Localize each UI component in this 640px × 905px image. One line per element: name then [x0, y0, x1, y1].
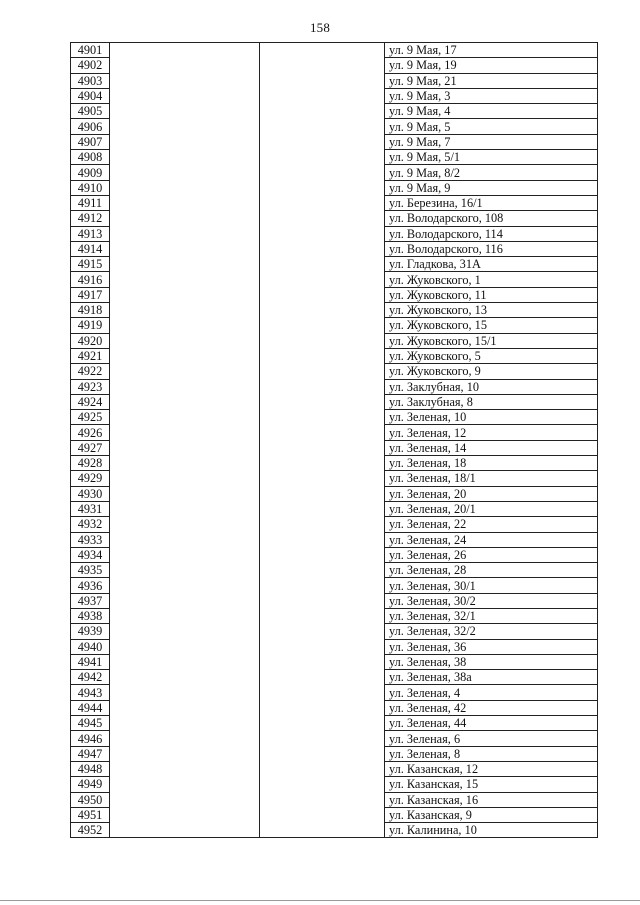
empty-cell [110, 88, 260, 103]
table-row [71, 654, 598, 669]
row-number-cell: 4942 [71, 670, 110, 685]
table-row [71, 486, 598, 501]
address-cell: ул. Зеленая, 18/1 [385, 471, 598, 486]
empty-cell [260, 807, 385, 822]
row-number-cell: 4901 [71, 43, 110, 58]
address-cell: ул. Жуковского, 5 [385, 348, 598, 363]
empty-cell [110, 654, 260, 669]
address-cell: ул. Зеленая, 20 [385, 486, 598, 501]
table-row [71, 425, 598, 440]
table-row [71, 731, 598, 746]
table-row [71, 394, 598, 409]
empty-cell [110, 777, 260, 792]
row-number-cell: 4902 [71, 58, 110, 73]
row-number-cell: 4908 [71, 150, 110, 165]
empty-cell [260, 226, 385, 241]
address-cell: ул. Зеленая, 36 [385, 639, 598, 654]
table-row [71, 150, 598, 165]
empty-cell [110, 532, 260, 547]
address-cell: ул. Зеленая, 32/1 [385, 608, 598, 623]
empty-cell [260, 547, 385, 562]
empty-cell [260, 241, 385, 256]
scan-edge-line [0, 900, 640, 901]
empty-cell [260, 532, 385, 547]
table-row [71, 716, 598, 731]
row-number-cell: 4925 [71, 410, 110, 425]
empty-cell [260, 394, 385, 409]
empty-cell [110, 364, 260, 379]
address-table-body [71, 43, 598, 838]
table-row [71, 746, 598, 761]
address-cell: ул. Зеленая, 24 [385, 532, 598, 547]
empty-cell [110, 716, 260, 731]
empty-cell [260, 685, 385, 700]
table-row [71, 272, 598, 287]
address-cell: ул. Жуковского, 11 [385, 287, 598, 302]
address-cell: ул. Гладкова, 31А [385, 257, 598, 272]
address-cell: ул. 9 Мая, 3 [385, 88, 598, 103]
empty-cell [260, 746, 385, 761]
empty-cell [110, 624, 260, 639]
table-row [71, 119, 598, 134]
empty-cell [110, 639, 260, 654]
empty-cell [260, 195, 385, 210]
empty-cell [260, 333, 385, 348]
row-number-cell: 4919 [71, 318, 110, 333]
empty-cell [110, 104, 260, 119]
table-row [71, 578, 598, 593]
empty-cell [110, 471, 260, 486]
row-number-cell: 4906 [71, 119, 110, 134]
address-cell: ул. Березина, 16/1 [385, 195, 598, 210]
address-cell: ул. Зеленая, 12 [385, 425, 598, 440]
address-cell: ул. Зеленая, 6 [385, 731, 598, 746]
address-cell: ул. Володарского, 114 [385, 226, 598, 241]
empty-cell [260, 150, 385, 165]
empty-cell [260, 348, 385, 363]
row-number-cell: 4918 [71, 303, 110, 318]
empty-cell [260, 456, 385, 471]
empty-cell [110, 43, 260, 58]
row-number-cell: 4905 [71, 104, 110, 119]
row-number-cell: 4946 [71, 731, 110, 746]
row-number-cell: 4914 [71, 241, 110, 256]
address-cell: ул. Зеленая, 30/1 [385, 578, 598, 593]
address-cell: ул. Зеленая, 10 [385, 410, 598, 425]
empty-cell [260, 777, 385, 792]
row-number-cell: 4924 [71, 394, 110, 409]
empty-cell [260, 670, 385, 685]
empty-cell [110, 241, 260, 256]
address-cell: ул. Калинина, 10 [385, 823, 598, 838]
address-cell: ул. Зеленая, 32/2 [385, 624, 598, 639]
empty-cell [110, 547, 260, 562]
table-row [71, 333, 598, 348]
empty-cell [260, 211, 385, 226]
table-row [71, 303, 598, 318]
empty-cell [110, 180, 260, 195]
address-cell: ул. 9 Мая, 5/1 [385, 150, 598, 165]
empty-cell [260, 58, 385, 73]
empty-cell [110, 517, 260, 532]
row-number-cell: 4935 [71, 563, 110, 578]
empty-cell [260, 318, 385, 333]
table-row [71, 685, 598, 700]
empty-cell [260, 792, 385, 807]
empty-cell [110, 257, 260, 272]
row-number-cell: 4936 [71, 578, 110, 593]
table-row [71, 180, 598, 195]
empty-cell [260, 700, 385, 715]
empty-cell [260, 165, 385, 180]
table-row [71, 440, 598, 455]
empty-cell [260, 471, 385, 486]
table-row [71, 165, 598, 180]
empty-cell [110, 578, 260, 593]
empty-cell [110, 807, 260, 822]
address-cell: ул. Зеленая, 44 [385, 716, 598, 731]
empty-cell [260, 73, 385, 88]
row-number-cell: 4912 [71, 211, 110, 226]
row-number-cell: 4952 [71, 823, 110, 838]
row-number-cell: 4943 [71, 685, 110, 700]
empty-cell [110, 195, 260, 210]
address-cell: ул. Зеленая, 38а [385, 670, 598, 685]
empty-cell [260, 364, 385, 379]
address-cell: ул. Казанская, 9 [385, 807, 598, 822]
empty-cell [260, 578, 385, 593]
empty-cell [260, 563, 385, 578]
empty-cell [110, 150, 260, 165]
row-number-cell: 4904 [71, 88, 110, 103]
table-row [71, 318, 598, 333]
row-number-cell: 4910 [71, 180, 110, 195]
page-number: 158 [309, 20, 331, 35]
address-cell: ул. Жуковского, 1 [385, 272, 598, 287]
empty-cell [110, 165, 260, 180]
row-number-cell: 4932 [71, 517, 110, 532]
empty-cell [260, 639, 385, 654]
empty-cell [260, 303, 385, 318]
empty-cell [260, 272, 385, 287]
table-row [71, 226, 598, 241]
table-row [71, 761, 598, 776]
address-cell: ул. Заклубная, 8 [385, 394, 598, 409]
row-number-cell: 4915 [71, 257, 110, 272]
address-cell: ул. 9 Мая, 7 [385, 134, 598, 149]
empty-cell [110, 501, 260, 516]
row-number-cell: 4940 [71, 639, 110, 654]
table-row [71, 792, 598, 807]
empty-cell [110, 211, 260, 226]
row-number-cell: 4913 [71, 226, 110, 241]
row-number-cell: 4911 [71, 195, 110, 210]
empty-cell [110, 303, 260, 318]
table-row [71, 501, 598, 516]
empty-cell [260, 608, 385, 623]
row-number-cell: 4951 [71, 807, 110, 822]
table-row [71, 241, 598, 256]
row-number-cell: 4938 [71, 608, 110, 623]
row-number-cell: 4937 [71, 593, 110, 608]
table-row [71, 532, 598, 547]
empty-cell [110, 440, 260, 455]
table-row [71, 547, 598, 562]
table-row [71, 670, 598, 685]
empty-cell [110, 731, 260, 746]
row-number-cell: 4921 [71, 348, 110, 363]
table-row [71, 608, 598, 623]
address-cell: ул. Зеленая, 30/2 [385, 593, 598, 608]
address-cell: ул. Жуковского, 13 [385, 303, 598, 318]
address-table [70, 42, 598, 838]
empty-cell [110, 348, 260, 363]
address-cell: ул. 9 Мая, 17 [385, 43, 598, 58]
empty-cell [110, 134, 260, 149]
address-cell: ул. Зеленая, 38 [385, 654, 598, 669]
table-row [71, 700, 598, 715]
row-number-cell: 4931 [71, 501, 110, 516]
address-cell: ул. 9 Мая, 5 [385, 119, 598, 134]
row-number-cell: 4950 [71, 792, 110, 807]
table-row [71, 456, 598, 471]
row-number-cell: 4941 [71, 654, 110, 669]
empty-cell [260, 287, 385, 302]
empty-cell [110, 563, 260, 578]
empty-cell [110, 226, 260, 241]
empty-cell [260, 501, 385, 516]
row-number-cell: 4926 [71, 425, 110, 440]
empty-cell [110, 394, 260, 409]
row-number-cell: 4922 [71, 364, 110, 379]
empty-cell [260, 379, 385, 394]
table-row [71, 624, 598, 639]
empty-cell [110, 272, 260, 287]
table-row [71, 379, 598, 394]
table-row [71, 134, 598, 149]
empty-cell [110, 73, 260, 88]
empty-cell [110, 425, 260, 440]
table-row [71, 58, 598, 73]
address-cell: ул. 9 Мая, 21 [385, 73, 598, 88]
empty-cell [260, 624, 385, 639]
table-row [71, 777, 598, 792]
empty-cell [110, 685, 260, 700]
address-cell: ул. Зеленая, 4 [385, 685, 598, 700]
table-row [71, 471, 598, 486]
empty-cell [260, 88, 385, 103]
empty-cell [110, 318, 260, 333]
empty-cell [110, 670, 260, 685]
address-cell: ул. Зеленая, 18 [385, 456, 598, 471]
table-row [71, 823, 598, 838]
empty-cell [260, 257, 385, 272]
address-cell: ул. Зеленая, 26 [385, 547, 598, 562]
empty-cell [110, 410, 260, 425]
address-cell: ул. Володарского, 108 [385, 211, 598, 226]
empty-cell [260, 716, 385, 731]
empty-cell [260, 731, 385, 746]
table-row [71, 807, 598, 822]
address-cell: ул. Зеленая, 22 [385, 517, 598, 532]
row-number-cell: 4945 [71, 716, 110, 731]
row-number-cell: 4916 [71, 272, 110, 287]
address-cell: ул. Зеленая, 42 [385, 700, 598, 715]
empty-cell [260, 134, 385, 149]
table-row [71, 410, 598, 425]
row-number-cell: 4930 [71, 486, 110, 501]
table-row [71, 639, 598, 654]
row-number-cell: 4933 [71, 532, 110, 547]
table-row [71, 257, 598, 272]
address-cell: ул. Заклубная, 10 [385, 379, 598, 394]
row-number-cell: 4920 [71, 333, 110, 348]
row-number-cell: 4949 [71, 777, 110, 792]
table-row [71, 287, 598, 302]
table-row [71, 195, 598, 210]
address-cell: ул. Володарского, 116 [385, 241, 598, 256]
address-cell: ул. Зеленая, 20/1 [385, 501, 598, 516]
row-number-cell: 4923 [71, 379, 110, 394]
table-row [71, 88, 598, 103]
row-number-cell: 4927 [71, 440, 110, 455]
empty-cell [260, 425, 385, 440]
empty-cell [260, 104, 385, 119]
empty-cell [110, 379, 260, 394]
address-cell: ул. Жуковского, 15/1 [385, 333, 598, 348]
empty-cell [260, 761, 385, 776]
empty-cell [110, 608, 260, 623]
address-cell: ул. 9 Мая, 8/2 [385, 165, 598, 180]
row-number-cell: 4944 [71, 700, 110, 715]
row-number-cell: 4947 [71, 746, 110, 761]
row-number-cell: 4934 [71, 547, 110, 562]
address-cell: ул. Жуковского, 9 [385, 364, 598, 379]
table-row [71, 73, 598, 88]
table-row [71, 593, 598, 608]
row-number-cell: 4903 [71, 73, 110, 88]
empty-cell [110, 761, 260, 776]
address-cell: ул. Жуковского, 15 [385, 318, 598, 333]
empty-cell [260, 119, 385, 134]
empty-cell [110, 456, 260, 471]
address-cell: ул. Зеленая, 8 [385, 746, 598, 761]
empty-cell [110, 593, 260, 608]
table-row [71, 43, 598, 58]
table-row [71, 348, 598, 363]
empty-cell [110, 792, 260, 807]
empty-cell [260, 823, 385, 838]
empty-cell [260, 43, 385, 58]
table-row [71, 563, 598, 578]
row-number-cell: 4929 [71, 471, 110, 486]
table-row [71, 104, 598, 119]
empty-cell [260, 180, 385, 195]
table-row [71, 517, 598, 532]
row-number-cell: 4917 [71, 287, 110, 302]
row-number-cell: 4948 [71, 761, 110, 776]
row-number-cell: 4907 [71, 134, 110, 149]
empty-cell [110, 119, 260, 134]
address-cell: ул. 9 Мая, 9 [385, 180, 598, 195]
empty-cell [110, 700, 260, 715]
address-cell: ул. Зеленая, 28 [385, 563, 598, 578]
empty-cell [110, 746, 260, 761]
empty-cell [110, 823, 260, 838]
address-cell: ул. 9 Мая, 19 [385, 58, 598, 73]
row-number-cell: 4909 [71, 165, 110, 180]
empty-cell [110, 58, 260, 73]
empty-cell [260, 410, 385, 425]
empty-cell [110, 486, 260, 501]
table-row [71, 211, 598, 226]
empty-cell [260, 517, 385, 532]
row-number-cell: 4928 [71, 456, 110, 471]
empty-cell [260, 486, 385, 501]
empty-cell [260, 593, 385, 608]
row-number-cell: 4939 [71, 624, 110, 639]
empty-cell [110, 333, 260, 348]
empty-cell [110, 287, 260, 302]
empty-cell [260, 440, 385, 455]
address-cell: ул. Зеленая, 14 [385, 440, 598, 455]
address-cell: ул. Казанская, 15 [385, 777, 598, 792]
table-row [71, 364, 598, 379]
address-cell: ул. Казанская, 12 [385, 761, 598, 776]
address-cell: ул. 9 Мая, 4 [385, 104, 598, 119]
empty-cell [260, 654, 385, 669]
address-cell: ул. Казанская, 16 [385, 792, 598, 807]
